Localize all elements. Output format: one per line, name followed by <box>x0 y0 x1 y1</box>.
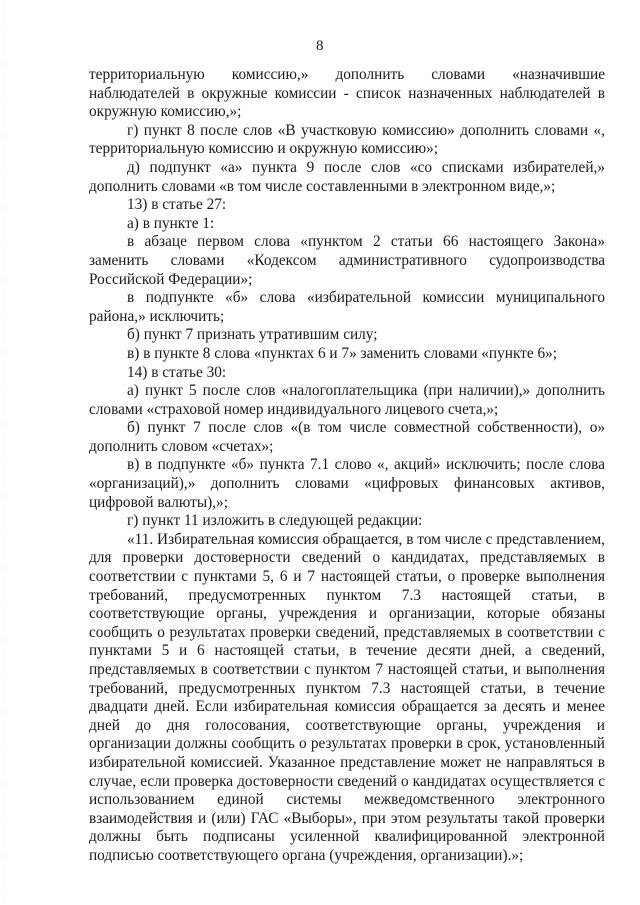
paragraph-article-27-heading: 13) в статье 27: <box>127 196 227 214</box>
paragraph-article-30-item-v: в) в подпункте «б» пункта 7.1 слово «, акций» исключить; после слова «организаций),» дополнить словами «цифровых финансовых активов, цифровой валюты),»; <box>89 456 605 511</box>
paragraph-item-g-point-8: г) пункт 8 после слов «В участковую комиссию» дополнить словами «, территориальную комиссию и окружную комиссию»; <box>89 121 605 158</box>
paragraph-article-27-first-paragraph: в абзаце первом слова «пунктом 2 статьи 66 настоящего Закона» заменить словами «Кодексом административного судопроизводства Российской Федерации»; <box>89 233 605 288</box>
paragraph-article-30-item-b: б) пункт 7 после слов «(в том числе совместной собственности), о» дополнить словом «счетах»; <box>89 419 605 455</box>
paragraph-article-30-item-a: а) пункт 5 после слов «налогоплательщика (при наличии),» дополнить словами «страховой номер индивидуального лицевого счета,»; <box>89 382 605 418</box>
page-number: 8 <box>316 38 324 54</box>
document-body <box>89 66 605 866</box>
paragraph-article-27-item-a: а) в пункте 1: <box>127 214 215 232</box>
paragraph-article-30-heading: 14) в статье 30: <box>127 363 227 381</box>
paragraph-article-27-item-b: б) пункт 7 признать утратившим силу; <box>127 326 378 344</box>
paragraph-article-27-item-v: в) в пункте 8 слова «пунктах 6 и 7» заменить словами «пункте 6»; <box>127 344 558 362</box>
paragraph-point-11-new-text: «11. Избирательная комиссия обращается, в том числе с представлением, для проверки достоверности сведений о кандидатах, представляемых в соответствии с пунктами 5, 6 и 7 настоящей статьи, о проверке выполнения требований, предусмотренных пунктом 7.3 настоящей статьи, в соответствующие органы, учреждения и организации, которые обязаны сообщить о результатах проверки сведений, представляемых в соответствии с пунктами 5 и 6 настоящей статьи, в течение десяти дней, а сведений, представляемых в соответствии с пунктом 7 настоящей статьи, и выполнения требований, предусмотренных пунктом 7.3 настоящей статьи, в течение двадцати дней. Если избирательная комиссия обращается за десять и менее дней до дня голосования, соответствующие органы, учреждения и организации должны сообщить о результатах проверки в срок, установленный избирательной комиссией. Указанное представление может не направляться в случае, если проверка достоверности сведений о кандидатах осуществляется с использованием единой системы межведомственного электронного взаимодействия и (или) ГАС «Выборы», при этом результаты такой проверки должны быть подписаны усиленной квалифицированной электронной подписью соответствующего органа (учреждения, организации).»; <box>89 530 605 864</box>
paragraph-article-30-item-g: г) пункт 11 изложить в следующей редакции: <box>127 512 423 530</box>
paragraph-article-27-subitem-b: в подпункте «б» слова «избирательной комиссии муниципального района,» исключить; <box>89 289 605 325</box>
scan-edge-artifact <box>4 0 5 905</box>
paragraph-continuation: территориальную комиссию,» дополнить словами «назначившие наблюдателей в окружные комиссии - список назначенных наблюдателей в окружную комиссию,»; <box>89 66 605 121</box>
paragraph-item-d-point-9: д) подпункт «а» пункта 9 после слов «со списками избирателей,» дополнить словами «в том числе составленными в электронном виде,»; <box>89 158 605 195</box>
